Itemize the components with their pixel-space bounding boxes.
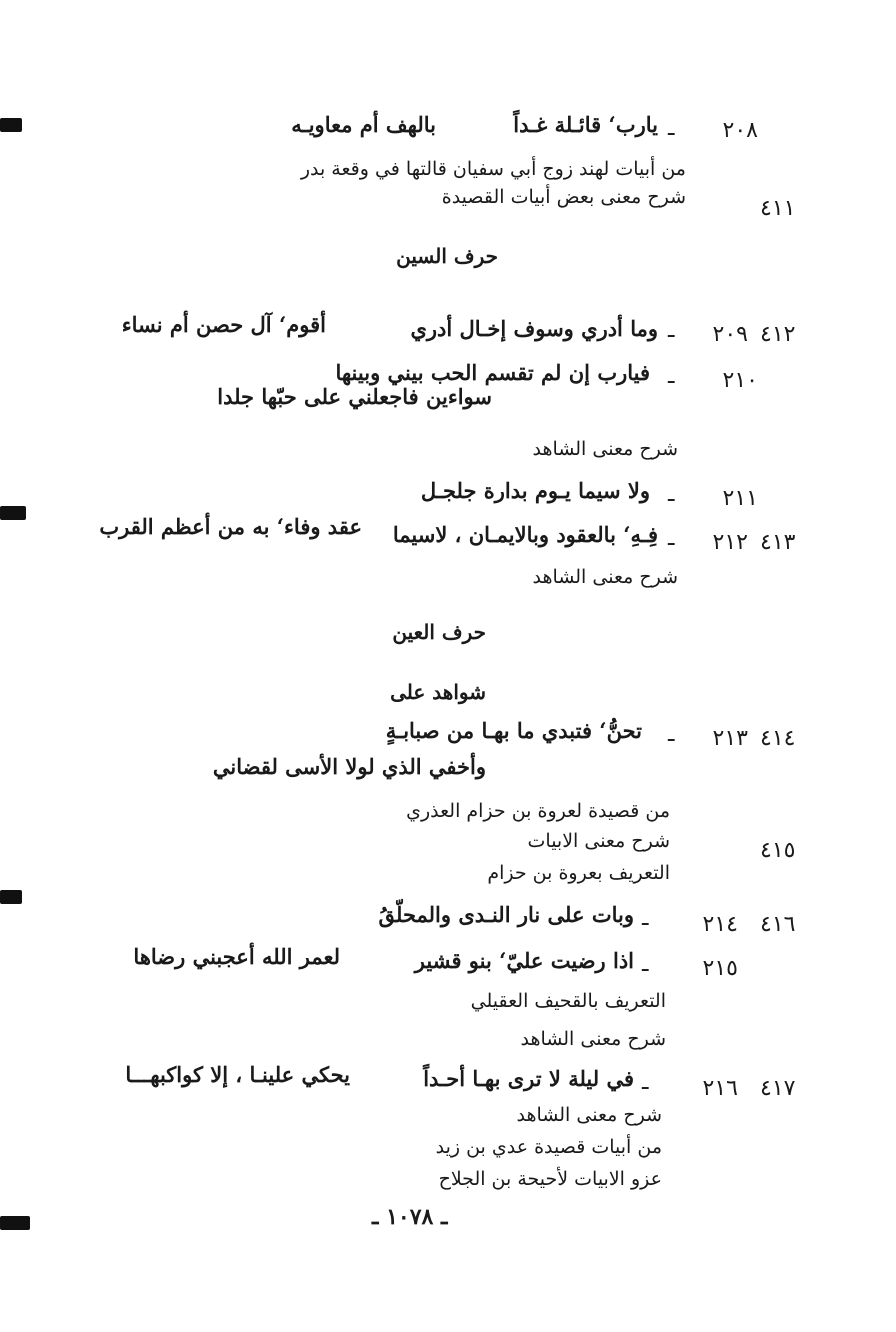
verse-first-hemistich: يارب‘ قائـلة غـداً bbox=[513, 112, 658, 137]
page-ref: ٤١٣ bbox=[760, 530, 796, 555]
scan-mark bbox=[0, 506, 26, 520]
entry-dash: ـ bbox=[668, 116, 675, 141]
note-text: عزو الابيات لأحيحة بن الجلاح bbox=[438, 1168, 662, 1190]
entry-dash: ـ bbox=[668, 526, 675, 551]
page-ref: ٤١٧ bbox=[760, 1076, 796, 1101]
note-text: شرح معنى الشاهد bbox=[520, 1028, 666, 1050]
section-heading: حرف السين bbox=[396, 244, 498, 268]
verse-second-hemistich: وأخفي الذي لولا الأسى لقضاني bbox=[212, 754, 486, 779]
scan-mark bbox=[0, 890, 22, 904]
verse-first-hemistich: اذا رضيت عليّ‘ بنو قشير bbox=[414, 948, 634, 973]
verse-second-hemistich: أقوم‘ آل حصن أم نساء bbox=[121, 312, 326, 337]
entry-number: ٢١٥ bbox=[702, 956, 738, 981]
page-ref: ٤١٢ bbox=[760, 322, 796, 347]
entry-dash: ـ bbox=[668, 318, 675, 343]
entry-number: ٢١١ bbox=[722, 486, 758, 511]
entry-dash: ـ bbox=[668, 364, 675, 389]
verse-second-hemistich: عقد وفاء‘ به من أعظم القرب bbox=[99, 514, 362, 539]
entry-dash: ـ bbox=[642, 1070, 649, 1095]
entry-dash: ـ bbox=[642, 952, 649, 977]
scan-mark bbox=[0, 1216, 30, 1230]
verse-first-hemistich: ولا سيما يـوم بدارة جلجـل bbox=[420, 478, 650, 503]
note-text: التعريف بالقحيف العقيلي bbox=[470, 990, 666, 1012]
verse-second-hemistich: يحكي علينـا ، إلا كواكبهـــا bbox=[125, 1062, 350, 1087]
verse-first-hemistich: وما أدري وسوف إخـال أدري bbox=[410, 316, 658, 341]
entry-number: ٢١٠ bbox=[722, 368, 758, 393]
note-text: شرح معنى بعض أبيات القصيدة bbox=[441, 186, 686, 208]
note-text: شرح معنى الشاهد bbox=[532, 566, 678, 588]
subheading: شواهد على bbox=[390, 680, 486, 704]
section-heading: حرف العين bbox=[392, 620, 486, 644]
entry-number: ٢١٤ bbox=[702, 912, 738, 937]
verse-first-hemistich: تحنُّ‘ فتبدي ما بهـا من صبابـةٍ bbox=[385, 718, 642, 743]
note-text: من قصيدة لعروة بن حزام العذري bbox=[406, 800, 670, 822]
verse-first-hemistich: فيارب إن لم تقسم الحب بيني وبينها bbox=[335, 360, 650, 385]
note-text: شرح معنى الشاهد bbox=[516, 1104, 662, 1126]
note-text: من أبيات لهند زوج أبي سفيان قالتها في وقعة بدر bbox=[300, 158, 686, 180]
note-text: شرح معنى الابيات bbox=[527, 830, 670, 852]
verse-second-hemistich: بالهف أم معاويـه bbox=[291, 112, 436, 137]
note-text: شرح معنى الشاهد bbox=[532, 438, 678, 460]
entry-dash: ـ bbox=[668, 722, 675, 747]
entry-number: ٢١٦ bbox=[702, 1076, 738, 1101]
verse-first-hemistich: في ليلة لا ترى بهـا أحـداً bbox=[423, 1066, 634, 1091]
entry-number: ٢٠٩ bbox=[712, 322, 748, 347]
verse-second-hemistich: سواءين فاجعلني على حبّها جلدا bbox=[217, 384, 492, 409]
scan-mark bbox=[0, 118, 22, 132]
entry-dash: ـ bbox=[668, 482, 675, 507]
page-ref: ٤١١ bbox=[760, 196, 796, 221]
entry-number: ٢٠٨ bbox=[722, 118, 758, 143]
verse-second-hemistich: لعمر الله أعجبني رضاها bbox=[133, 944, 340, 969]
entry-dash: ـ bbox=[642, 906, 649, 931]
page-ref: ٤١٥ bbox=[760, 838, 796, 863]
page-ref: ٤١٦ bbox=[760, 912, 796, 937]
verse-first-hemistich: فِـهِ‘ بالعقود وبالايمـان ، لاسيما bbox=[392, 522, 658, 547]
note-text: من أبيات قصيدة عدي بن زيد bbox=[435, 1136, 662, 1158]
entry-number: ٢١٢ bbox=[712, 530, 748, 555]
entry-number: ٢١٣ bbox=[712, 726, 748, 751]
verse-first-hemistich: وبات على نار النـدى والمحلّقُ bbox=[378, 902, 634, 927]
note-text: التعريف بعروة بن حزام bbox=[487, 862, 670, 884]
page-number: ـ ١٠٧٨ ـ bbox=[372, 1204, 448, 1230]
page-ref: ٤١٤ bbox=[760, 726, 796, 751]
